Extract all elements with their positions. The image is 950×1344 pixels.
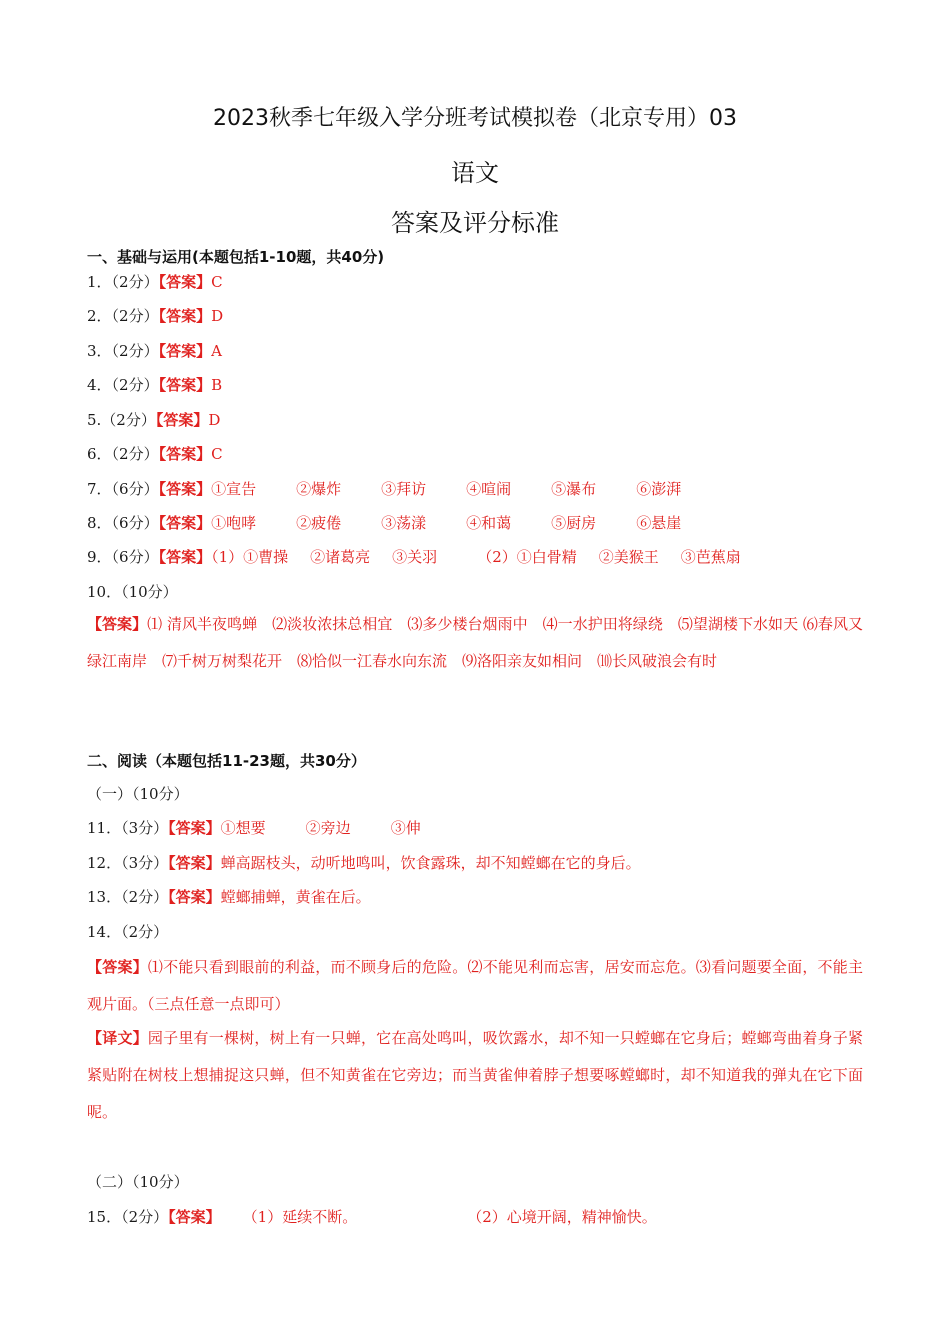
answer-tag: 【答案】 xyxy=(87,958,148,976)
answer-tag: 【答案】 xyxy=(158,445,212,463)
question-1 xyxy=(87,272,223,292)
section-1-heading: 一、基础与运用(本题包括1-10题，共40分) xyxy=(87,248,385,266)
question-number: 2．（2分） xyxy=(87,307,159,325)
question-15 xyxy=(87,1207,657,1227)
answer-tag: 【答案】 xyxy=(158,548,212,566)
question-number: 15．（2分） xyxy=(87,1208,169,1226)
answer-part: （2）①白骨精 xyxy=(477,548,577,566)
answer-part: ①想要 xyxy=(220,819,266,837)
answer-part: ③关羽 xyxy=(392,548,438,566)
answer-tag: 【答案】 xyxy=(158,514,212,532)
answer-value: 螳螂捕蝉，黄雀在后。 xyxy=(220,888,371,906)
question-10 xyxy=(87,582,178,602)
answer-tag: 【答案】 xyxy=(158,307,212,325)
question-14-translation xyxy=(87,1020,863,1131)
answer-part: （1）①曹操 xyxy=(211,548,289,566)
answer-text: ⑴ 清风半夜鸣蝉 ⑵淡妆浓抹总相宜 ⑶多少楼台烟雨中 ⑷一水护田将绿绕 ⑸望湖楼下水如天 ⑹春风又绿江南岸 ⑺千树万树梨花开 ⑻恰似一江春水向东流 ⑼洛阳亲友如相问 ⑽长风破浪会有时 xyxy=(87,615,863,670)
question-number: 6．（2分） xyxy=(87,445,159,463)
answer-part: ⑤瀑布 xyxy=(551,480,597,498)
question-7 xyxy=(87,479,681,499)
reading-part-2-label: （二）（10分） xyxy=(87,1173,189,1191)
answer-part: ③荡漾 xyxy=(381,514,427,532)
answer-tag: 【答案】 xyxy=(158,273,212,291)
answer-part: （1）延续不断。 xyxy=(242,1208,358,1226)
question-number: 11．（3分） xyxy=(87,819,169,837)
answer-value: D xyxy=(208,411,221,429)
exam-title: 2023秋季七年级入学分班考试模拟卷（北京专用）03 xyxy=(213,106,737,131)
answer-tag: 【答案】 xyxy=(87,615,148,633)
question-number: 7．（6分） xyxy=(87,480,159,498)
answer-part: ②旁边 xyxy=(305,819,351,837)
question-8 xyxy=(87,513,681,533)
question-number: 10．（10分） xyxy=(87,583,178,601)
answer-value: A xyxy=(211,342,222,360)
answer-value: D xyxy=(211,307,224,325)
answer-tag: 【答案】 xyxy=(158,376,212,394)
question-6 xyxy=(87,444,223,464)
translation-text: 园子里有一棵树，树上有一只蝉，它在高处鸣叫，吸饮露水，却不知一只螳螂在它身后；螳螂弯曲着身子紧紧贴附在树枝上想捕捉这只蝉，但不知黄雀在它旁边；而当黄雀伸着脖子想要啄螳螂时，却不知道我的弹丸在它下面呢。 xyxy=(87,1029,863,1121)
answer-tag: 【答案】 xyxy=(168,854,221,872)
answer-tag: 【答案】 xyxy=(168,888,221,906)
answer-value: 蝉高踞枝头，动听地鸣叫，饮食露珠，却不知螳螂在它的身后。 xyxy=(220,854,641,872)
answer-part: ②美猴王 xyxy=(598,548,659,566)
question-2 xyxy=(87,306,223,326)
question-number: 1．（2分） xyxy=(87,273,159,291)
question-11 xyxy=(87,818,421,838)
question-number: 14．（2分） xyxy=(87,923,169,941)
question-number: 4．（2分） xyxy=(87,376,159,394)
question-number: 3．（2分） xyxy=(87,342,159,360)
question-13 xyxy=(87,887,371,907)
question-5 xyxy=(87,410,220,430)
question-9 xyxy=(87,547,741,567)
question-14-answer xyxy=(87,949,863,1023)
reading-part-1-label: （一）（10分） xyxy=(87,785,189,803)
question-number: 12．（3分） xyxy=(87,854,169,872)
answer-part: ③伸 xyxy=(390,819,421,837)
answer-part: ⑥澎湃 xyxy=(636,480,682,498)
answer-value: B xyxy=(211,376,223,394)
answer-value: C xyxy=(211,273,223,291)
answer-part: ⑤厨房 xyxy=(551,514,597,532)
question-14 xyxy=(87,922,168,942)
answer-part: ⑥悬崖 xyxy=(636,514,682,532)
section-2-heading: 二、阅读（本题包括11-23题，共30分） xyxy=(87,752,366,770)
answer-part: ②诸葛亮 xyxy=(310,548,371,566)
answer-tag: 【答案】 xyxy=(155,411,209,429)
answer-part: ①咆哮 xyxy=(211,514,257,532)
answer-value: C xyxy=(211,445,223,463)
answer-part: ①宣告 xyxy=(211,480,257,498)
question-number: 8．（6分） xyxy=(87,514,159,532)
question-12 xyxy=(87,853,641,873)
answer-part: ②疲倦 xyxy=(296,514,342,532)
answer-part: ④和蔼 xyxy=(466,514,512,532)
subject-title: 语文 xyxy=(451,159,499,187)
answer-tag: 【答案】 xyxy=(158,480,212,498)
answer-part: ③拜访 xyxy=(381,480,427,498)
question-4 xyxy=(87,375,222,395)
answer-text: ⑴不能只看到眼前的利益，而不顾身后的危险。⑵不能见利而忘害，居安而忘危。⑶看问题要全面，不能主观片面。（三点任意一点即可） xyxy=(87,958,863,1013)
answer-key-title: 答案及评分标准 xyxy=(391,209,559,237)
question-10-answer xyxy=(87,606,863,680)
answer-tag: 【答案】 xyxy=(168,819,221,837)
question-number: 9．（6分） xyxy=(87,548,159,566)
answer-part: ②爆炸 xyxy=(296,480,342,498)
answer-part: ③芭蕉扇 xyxy=(680,548,741,566)
answer-tag: 【答案】 xyxy=(168,1208,221,1226)
answer-part: ④喧闹 xyxy=(466,480,512,498)
translation-tag: 【译文】 xyxy=(87,1029,148,1047)
answer-tag: 【答案】 xyxy=(158,342,212,360)
question-3 xyxy=(87,341,222,361)
question-number: 13．（2分） xyxy=(87,888,169,906)
answer-part: （2）心境开阔，精神愉快。 xyxy=(467,1208,657,1226)
question-number: 5.（2分） xyxy=(87,411,156,429)
